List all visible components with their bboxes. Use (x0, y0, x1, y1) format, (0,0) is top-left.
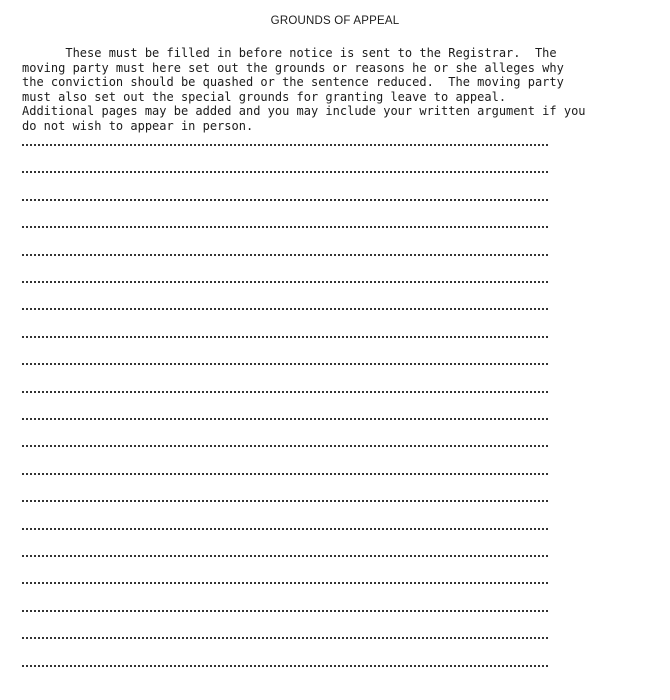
blank-writing-line[interactable] (22, 171, 548, 173)
instruction-line: moving party must here set out the grounds or reasons he or she alleges why (22, 60, 564, 75)
blank-writing-lines (22, 134, 552, 694)
blank-writing-line[interactable] (22, 610, 548, 612)
blank-writing-line[interactable] (22, 363, 548, 365)
blank-writing-line[interactable] (22, 226, 548, 228)
instruction-line: Additional pages may be added and you may include your written argument if you (22, 104, 586, 118)
instruction-line: the conviction should be quashed or the sentence reduced. The moving party (22, 75, 564, 89)
blank-writing-line[interactable] (22, 254, 548, 256)
instruction-line: These must be filled in before notice is sent to the Registrar. The (22, 46, 557, 60)
blank-writing-line[interactable] (22, 665, 548, 667)
blank-writing-line[interactable] (22, 308, 548, 310)
blank-writing-line[interactable] (22, 418, 548, 420)
blank-writing-line[interactable] (22, 473, 548, 475)
form-title: GROUNDS OF APPEAL (270, 15, 400, 27)
instruction-line: must also set out the special grounds for granting leave to appeal. (22, 89, 507, 104)
blank-writing-line[interactable] (22, 336, 548, 338)
blank-writing-line[interactable] (22, 445, 548, 447)
blank-writing-line[interactable] (22, 144, 548, 146)
blank-writing-line[interactable] (22, 199, 548, 201)
blank-writing-line[interactable] (22, 281, 548, 283)
instruction-line: do not wish to appear in person. (22, 118, 254, 133)
blank-writing-line[interactable] (22, 582, 548, 584)
blank-writing-line[interactable] (22, 555, 548, 557)
blank-writing-line[interactable] (22, 391, 548, 393)
blank-writing-line[interactable] (22, 637, 548, 639)
blank-writing-line[interactable] (22, 500, 548, 502)
instructions-paragraph (22, 46, 667, 133)
blank-writing-line[interactable] (22, 528, 548, 530)
